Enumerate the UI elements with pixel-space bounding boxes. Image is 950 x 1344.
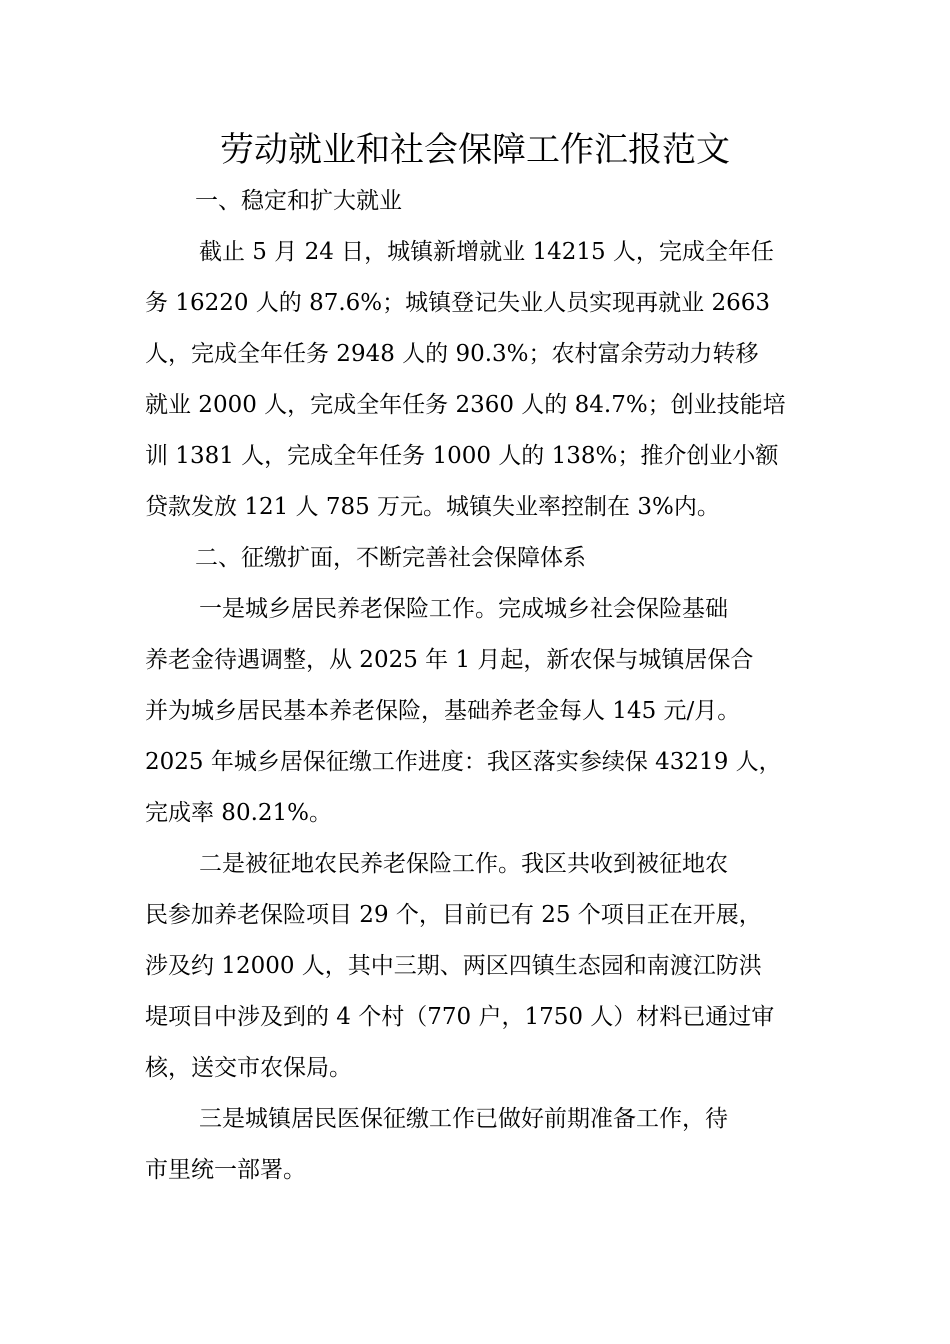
- document-title: 劳动就业和社会保障工作汇报范文: [220, 130, 730, 170]
- paragraph-line: 并为城乡居民基本养老保险，基础养老金每人 145 元/月。: [145, 698, 741, 724]
- section-heading-1: 一、稳定和扩大就业: [195, 188, 402, 214]
- paragraph-pension: [145, 584, 815, 839]
- paragraph-line: 人，完成全年任务 2948 人的 90.3%；农村富余劳动力转移: [145, 341, 759, 367]
- paragraph-line: 养老金待遇调整，从 2025 年 1 月起，新农保与城镇居保合: [145, 647, 754, 673]
- paragraph-line: 贷款发放 121 人 785 万元。城镇失业率控制在 3%内。: [145, 494, 720, 520]
- paragraph-line: 二是被征地农民养老保险工作。我区共收到被征地农: [199, 851, 728, 877]
- paragraph-line: 核，送交市农保局。: [145, 1055, 352, 1081]
- paragraph-land-farmers: [145, 839, 815, 1094]
- paragraph-line: 截止 5 月 24 日，城镇新增就业 14215 人，完成全年任: [199, 239, 774, 265]
- paragraph-line: 就业 2000 人，完成全年任务 2360 人的 84.7%；创业技能培: [145, 392, 786, 418]
- paragraph-line: 涉及约 12000 人，其中三期、两区四镇生态园和南渡江防洪: [145, 953, 762, 979]
- paragraph-line: 2025 年城乡居保征缴工作进度：我区落实参续保 43219 人，: [145, 749, 782, 775]
- section-heading-2: 二、征缴扩面，不断完善社会保障体系: [195, 545, 586, 571]
- paragraph-line: 完成率 80.21%。: [145, 800, 333, 826]
- paragraph-employment: [145, 227, 815, 533]
- paragraph-medical-insurance: [145, 1094, 815, 1196]
- paragraph-line: 堤项目中涉及到的 4 个村（770 户，1750 人）材料已通过审: [145, 1004, 775, 1030]
- paragraph-line: 三是城镇居民医保征缴工作已做好前期准备工作，待: [199, 1106, 728, 1132]
- paragraph-line: 市里统一部署。: [145, 1157, 306, 1183]
- document-body: [145, 176, 815, 1196]
- paragraph-line: 务 16220 人的 87.6%；城镇登记失业人员实现再就业 2663: [145, 290, 771, 316]
- paragraph-line: 一是城乡居民养老保险工作。完成城乡社会保险基础: [199, 596, 728, 622]
- paragraph-line: 民参加养老保险项目 29 个，目前已有 25 个项目正在开展，: [145, 902, 762, 928]
- paragraph-line: 训 1381 人，完成全年任务 1000 人的 138%；推介创业小额: [145, 443, 779, 469]
